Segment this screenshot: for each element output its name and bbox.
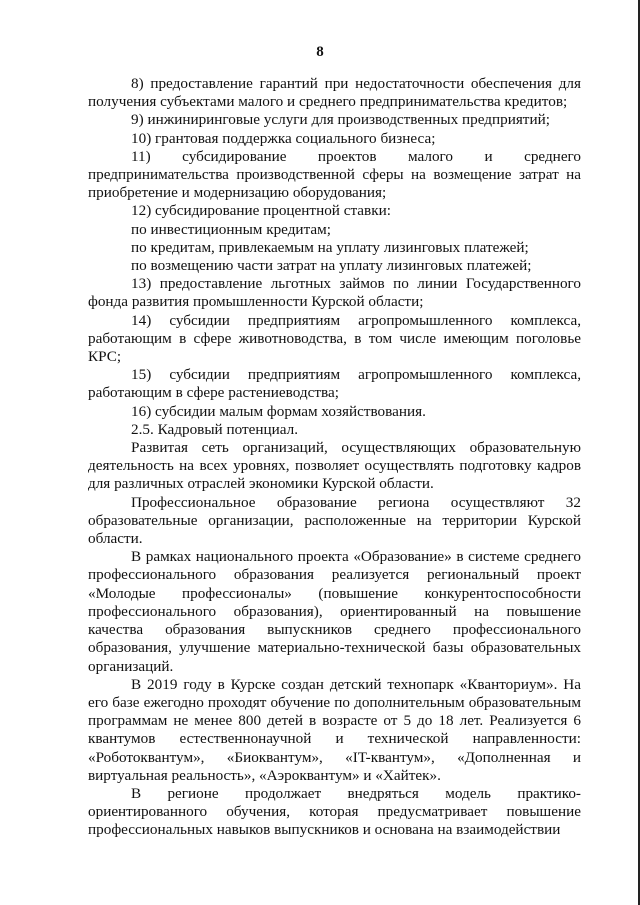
paragraph: по инвестиционным кредитам; xyxy=(131,220,331,238)
paragraph: по возмещению части затрат на уплату лизинговых платежей; xyxy=(131,257,532,275)
document-body xyxy=(88,75,581,840)
page-number: 8 xyxy=(316,44,324,60)
paragraph: 8) предоставление гарантий при недостаточности обеспечения для получения субъектами малого и среднего предпринимательства кредитов; xyxy=(88,75,581,111)
paragraph: 9) инжиниринговые услуги для производственных предприятий; xyxy=(131,111,550,129)
paragraph: по кредитам, привлекаемым на уплату лизинговых платежей; xyxy=(131,238,529,256)
paragraph: Профессиональное образование региона осуществляют 32 образовательные организации, расположенные на территории Курской области. xyxy=(88,493,581,548)
paragraph: В рамках национального проекта «Образование» в системе среднего профессионального образования реализуется региональный проект «Молодые профессионалы» (повышение конкурентоспособности профессионального образования), ориентированный на повышение качества образования выпускников среднего профессионального образования, улучшение материально-технической базы образовательных организаций. xyxy=(88,548,581,675)
paragraph: 11) субсидирование проектов малого и среднего предпринимательства производственной сферы на возмещение затрат на приобретение и модернизацию оборудования; xyxy=(88,147,581,202)
paragraph: 13) предоставление льготных займов по линии Государственного фонда развития промышленности Курской области; xyxy=(88,275,581,311)
section-heading: 2.5. Кадровый потенциал. xyxy=(131,420,298,438)
paragraph: 12) субсидирование процентной ставки: xyxy=(131,202,391,220)
paragraph: 10) грантовая поддержка социального бизнеса; xyxy=(131,129,436,147)
paragraph: В 2019 году в Курске создан детский технопарк «Кванториум». На его базе ежегодно проходят обучение по дополнительным образовательным программам не менее 800 детей в возрасте от 5 до 18 лет. Реализуется 6 квантумов естественнонаучной и технической направленности: «Роботоквантум», «Биоквантум», «IT-квантум», «Дополненная и виртуальная реальность», «Аэроквантум» и «Хайтек». xyxy=(88,675,581,784)
paragraph: 14) субсидии предприятиям агропромышленного комплекса, работающим в сфере животноводства, в том числе имеющим поголовье КРС; xyxy=(88,311,581,366)
paragraph: Развитая сеть организаций, осуществляющих образовательную деятельность на всех уровнях, позволяет осуществлять подготовку кадров для различных отраслей экономики Курской области. xyxy=(88,439,581,493)
paragraph: В регионе продолжает внедряться модель практико-ориентированного обучения, которая предусматривает повышение профессиональных навыков выпускников и основана на взаимодействии xyxy=(88,784,581,839)
paragraph: 15) субсидии предприятиям агропромышленного комплекса, работающим в сфере растениеводства; xyxy=(88,366,581,402)
paragraph: 16) субсидии малым формам хозяйствования. xyxy=(131,402,426,420)
